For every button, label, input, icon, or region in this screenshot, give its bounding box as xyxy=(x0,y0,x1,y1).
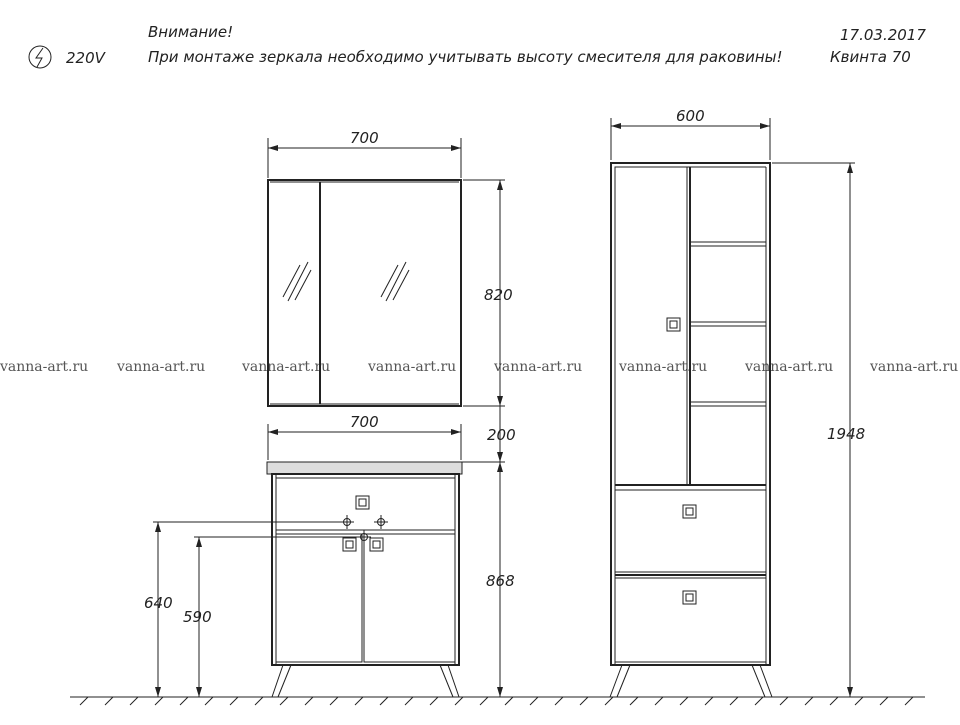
handle-icon xyxy=(667,318,680,331)
dimension-label: 868 xyxy=(486,572,515,590)
handle-icon xyxy=(683,591,696,604)
power-indicator xyxy=(29,46,107,68)
dimension-vanity-width xyxy=(268,413,461,460)
handle-icon xyxy=(343,538,356,551)
shelf xyxy=(690,322,766,326)
watermark: vanna-art.ru xyxy=(745,359,834,375)
drain-point-icon xyxy=(357,530,371,544)
dimension-mixer-height-640 xyxy=(144,522,340,697)
vanity-door-left xyxy=(276,534,362,662)
dimension-label: 700 xyxy=(350,129,379,147)
handle-icon xyxy=(683,505,696,518)
shelf xyxy=(690,242,766,246)
vanity-door-right xyxy=(364,534,455,662)
watermark: vanna-art.ru xyxy=(619,359,708,375)
vanity-unit xyxy=(267,462,462,697)
mirror-glare-mark xyxy=(381,262,409,301)
tall-cabinet xyxy=(610,163,772,697)
watermark: vanna-art.ru xyxy=(870,359,959,375)
dimension-label: 200 xyxy=(487,426,516,444)
dimension-label: 820 xyxy=(484,286,513,304)
dimension-tall-cabinet-width xyxy=(611,107,770,160)
dimension-label: 1948 xyxy=(827,425,866,443)
warning-text: При монтаже зеркала необходимо учитывать высоту смесителя для раковины! xyxy=(148,48,783,66)
floor-hatching xyxy=(80,697,913,705)
watermark: vanna-art.ru xyxy=(117,359,206,375)
lightning-icon xyxy=(29,46,51,68)
watermark: vanna-art.ru xyxy=(242,359,331,375)
dimension-label: 700 xyxy=(350,413,379,431)
handle-icon xyxy=(370,538,383,551)
vanity-leg xyxy=(440,665,459,697)
dimension-mixer-height-590 xyxy=(183,537,357,697)
dimension-label: 600 xyxy=(676,107,705,125)
voltage-label: 220V xyxy=(66,49,105,67)
dimension-label: 590 xyxy=(183,608,212,626)
tall-cabinet-leg xyxy=(610,665,630,697)
shelf xyxy=(690,402,766,406)
tall-cabinet-door xyxy=(615,167,687,485)
vanity-leg xyxy=(272,665,291,697)
watermark: vanna-art.ru xyxy=(494,359,583,375)
mirror-glare-mark xyxy=(283,262,311,301)
watermark: vanna-art.ru xyxy=(0,359,89,375)
mixer-point-icon xyxy=(340,515,354,529)
mixer-point-icon xyxy=(374,515,388,529)
dimension-tall-cabinet-height xyxy=(772,163,865,697)
model-label: Квинта 70 xyxy=(830,48,911,66)
dimension-gap xyxy=(460,406,516,462)
dimension-vanity-height xyxy=(486,462,515,697)
watermark: vanna-art.ru xyxy=(368,359,457,375)
handle-icon xyxy=(356,496,369,509)
dimension-label: 640 xyxy=(144,594,173,612)
tall-cabinet-drawer xyxy=(615,490,766,572)
watermark-row xyxy=(0,359,958,375)
dimension-mirror-width xyxy=(268,129,461,178)
washbasin-top xyxy=(267,462,462,474)
tall-cabinet-leg xyxy=(752,665,772,697)
date-label: 17.03.2017 xyxy=(840,26,926,44)
warning-title: Внимание! xyxy=(148,23,234,41)
